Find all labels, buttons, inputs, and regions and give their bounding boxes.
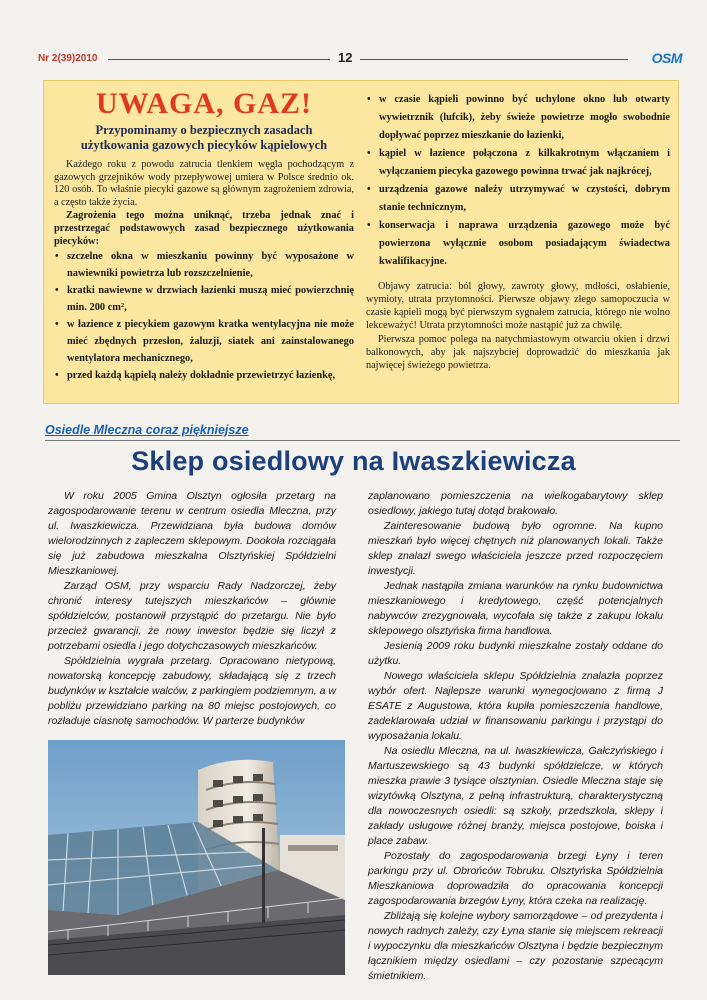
gas-rule: • w czasie kąpieli powinno być uchylone okno lub otwarty wywietrznik (lufcik), żeby świeże powietrze mogło swobodnie dopływać poprzez mieszkanie do łazienki, [366, 91, 670, 145]
gas-right-column [366, 91, 670, 372]
article-paragraph: Jesienią 2009 roku budynki mieszkalne zostały oddane do użytku. [368, 640, 663, 667]
gas-title: UWAGA, GAZ! [95, 87, 312, 120]
article-paragraph: W roku 2005 Gmina Olsztyn ogłosiła przetarg na zagospodarowanie terenu w centrum osiedla Mleczna, przy ul. Iwaszkiewicza. Przewidziana była budowa domów wielorodzinnych z zapleczem sklepowym. Dookoła rozciągała się już zabudowa mieszkalna Olsztyńskiej Spółdzielni Mieszkaniowej. [48, 490, 336, 577]
article-headline: Sklep osiedlowy na Iwaszkiewicza [131, 446, 576, 476]
gas-subtitle [54, 123, 354, 153]
article-paragraph: zaplanowano pomieszczenia na wielkogabarytowy sklep osiedlowy, jakiego tutaj dotąd brakowało. [368, 490, 663, 517]
gas-left-column [54, 87, 354, 384]
gas-subtitle-line-2: użytkowania gazowych piecyków kąpielowych [80, 138, 328, 152]
gas-first-aid: Pierwsza pomoc polega na natychmiastowym otwarciu okien i drzwi balkonowych, aby jak najszybciej doprowadzić do mieszkania jak najwięcej świeżego powietrza. [366, 334, 670, 371]
article-paragraph: Pozostały do zagospodarowania brzegi Łyny i teren parkingu przy ul. Obrońców Tobruku. Olsztyńska Spółdzielnia Mieszkaniowa doprowadziła do opracowania koncepcji zagospodarowania brzegów Łyny, która czeka na realizację. [368, 850, 663, 907]
gas-subtitle-line-1: Przypominamy o bezpiecznych zasadach [95, 123, 313, 137]
header-rule-right [360, 59, 628, 60]
article-paragraph: Zainteresowanie budową było ogromne. Na kupno mieszkań było więcej chętnych niż planowanych lokali. Także sklep znalazł swego właściciela jeszcze przed rozpoczęciem inwestycji. [368, 520, 663, 577]
article-paragraph: Nowego właściciela sklepu Spółdzielnia znalazła poprzez wybór ofert. Najlepsze warunki wynegocjowano z firmą J ESATE z Augustowa, która kupiła pomieszczenia handlowe, zadeklarowała udział w finansowaniu parkingu i przystąpi do wyposażania lokalu. [368, 670, 663, 742]
gas-intro: Każdego roku z powodu zatrucia tlenkiem węgla pochodzącym z gazowych grzejników wody przepływowej umiera w Polsce średnio ok. 120 osób. To właśnie piecyki gazowe są głównym zagrożeniem zdrowia, a często także życia. [54, 159, 354, 208]
article-right-column [368, 489, 663, 984]
gas-warning-box [43, 80, 679, 404]
article-paragraph: Spółdzielnia wygrała przetarg. Opracowano nietypową, nowatorską koncepcję zabudowy, składającą się z trzech budynków w kształcie walców, z parkingiem podziemnym, a w pobliżu przewidziano parking na 80 miejsc postojowych, co rozładuje ciasnotę samochodów. W parterze budynków [48, 655, 336, 727]
osm-logo: OSM [651, 50, 682, 66]
article-paragraph: Zarząd OSM, przy wsparciu Rady Nadzorczej, żeby chronić interesy tutejszych mieszkańców – głównie spółdzielców, postanowił przystąpić do przetargu. Nie było przecież gwarancji, że nowy inwestor będzie się liczył z potrzebami osiedla i jego dotychczasowych mieszkańców. [48, 580, 336, 652]
gas-rule: • konserwacja i naprawa urządzenia gazowego może być powierzona wyłącznie osobom posiadającym świadectwa kwalifikacyjne. [366, 217, 670, 271]
article-paragraph: Na osiedlu Mleczna, na ul. Iwaszkiewicza, Gałczyńskiego i Martuszewskiego są 43 budynki spółdzielcze, w których mieszka prawie 3 tysiące olsztynian. Osiedle Mleczna staje się wizytówką Olsztyna, z pełną infrastrukturą, charakterystyczną dla nowoczesnych osiedli: są szkoły, przedszkola, sklepy i zakłady usługowe różnej branży, miejsca postojowe, boiska i place zabaw. [368, 745, 663, 847]
gas-rules-right [366, 91, 670, 271]
article-left-column [48, 489, 336, 729]
article-paragraph: Zbliżają się kolejne wybory samorządowe – od prezydenta i nowych radnych zależy, czy Łyna stanie się miejscem rekreacji i wypoczynku dla mieszkańców Olsztyna i będzie bezpiecznym łącznikiem między osiedlami – czy pozostanie szpecącym śmietnikiem. [368, 910, 663, 982]
gas-bold-intro: Zagrożenia tego można uniknąć, trzeba jednak znać i przestrzegać podstawowych zasad bezpiecznego użytkowania piecyków: [54, 210, 354, 247]
gas-symptoms: Objawy zatrucia: ból głowy, zawroty głowy, mdłości, osłabienie, wymioty, utrata przytomności. Pierwsze objawy złego samopoczucia w czasie kąpieli mogą być pierwszym sygnałem zatrucia, którego nie wolno lekceważyć! Utrata przytomności może nastąpić już za chwilę. [366, 281, 670, 331]
article-paragraph: Jednak nastąpiła zmiana warunków na rynku budownictwa mieszkaniowego i kredytowego, część potencjalnych nabywców zrezygnowała, wycofała się także z zakupu lokalu sklepowego olsztyńska firma handlowa. [368, 580, 663, 637]
building-photo [48, 740, 345, 975]
gas-rule: • szczelne okna w mieszkaniu powinny być wyposażone w nawiewniki powietrza lub rozszczelnienie, [54, 248, 354, 282]
gas-rule: • kąpiel w łazience połączona z kilkakrotnym włączaniem i wyłączaniem piecyka gazowego powinna trwać jak najkrócej, [366, 145, 670, 181]
gas-rules-left [54, 248, 354, 384]
header-rule-left [108, 59, 330, 60]
gas-rule: • kratki nawiewne w drzwiach łazienki muszą mieć powierzchnię min. 200 cm², [54, 282, 354, 316]
article-kicker: Osiedle Mleczna coraz piękniejsze [45, 423, 249, 437]
kicker-rule [45, 440, 680, 441]
page-number: 12 [338, 50, 353, 65]
gas-rule: • przed każdą kąpielą należy dokładnie przewietrzyć łazienkę, [54, 367, 354, 384]
page-header [38, 50, 682, 70]
gas-rule: • w łazience z piecykiem gazowym kratka wentylacyjna nie może mieć zbędnych przesłon, żaluzji, siatek ani zainstalowanego wentylatora mechanicznego, [54, 316, 354, 367]
issue-number: Nr 2(39)2010 [38, 53, 98, 64]
gas-rule: • urządzenia gazowe należy utrzymywać w czystości, dobrym stanie technicznym, [366, 181, 670, 217]
